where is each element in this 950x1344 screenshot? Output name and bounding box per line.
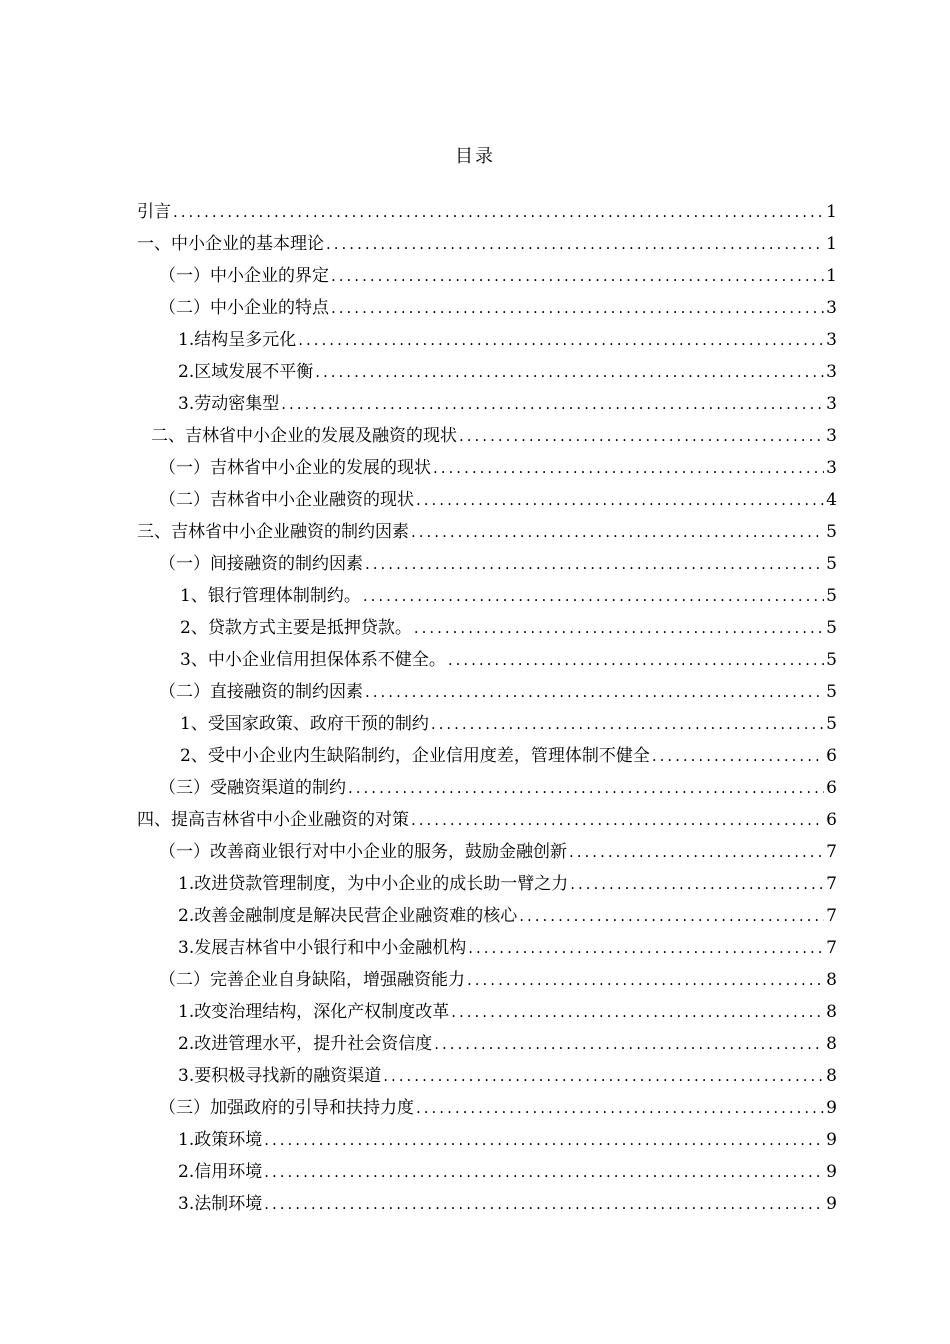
toc-entry[interactable]	[137, 1188, 837, 1220]
toc-entry[interactable]	[137, 740, 837, 772]
toc-entry[interactable]	[137, 388, 837, 420]
toc-page-number: 8	[826, 970, 837, 990]
toc-page-number: 7	[826, 842, 837, 862]
toc-entry[interactable]	[137, 1156, 837, 1188]
toc-leader-dots	[331, 292, 824, 324]
toc-page-number: 7	[826, 906, 837, 926]
toc-page-number: 3	[826, 330, 837, 350]
toc-leader-dots	[365, 548, 824, 580]
toc-entry-label: （二）直接融资的制约因素	[159, 682, 363, 702]
toc-page-number: 5	[826, 650, 837, 670]
toc-leader-dots	[383, 1060, 824, 1092]
toc-entry[interactable]	[137, 516, 837, 548]
toc-entry-label: （二）中小企业的特点	[159, 298, 329, 318]
toc-page-number: 8	[826, 1066, 837, 1086]
toc-page-number: 4	[826, 490, 837, 510]
toc-entry[interactable]	[137, 836, 837, 868]
table-of-contents	[137, 196, 837, 1220]
toc-leader-dots	[459, 420, 824, 452]
toc-entry[interactable]	[137, 612, 837, 644]
toc-entry[interactable]	[137, 1092, 837, 1124]
toc-leader-dots	[451, 996, 824, 1028]
toc-entry-label: （三）受融资渠道的制约	[159, 778, 346, 798]
toc-entry[interactable]	[137, 772, 837, 804]
toc-page-number: 9	[826, 1162, 837, 1182]
toc-entry[interactable]	[137, 804, 837, 836]
toc-leader-dots	[411, 516, 824, 548]
toc-entry-label: 1.结构呈多元化	[178, 330, 297, 350]
toc-leader-dots	[264, 1156, 824, 1188]
toc-leader-dots	[363, 580, 824, 612]
toc-entry-label: 2、贷款方式主要是抵押贷款。	[180, 618, 412, 638]
toc-entry[interactable]	[137, 900, 837, 932]
toc-entry[interactable]	[137, 708, 837, 740]
toc-entry-label: 1、受国家政策、政府干预的制约	[180, 714, 429, 734]
toc-leader-dots	[416, 484, 824, 516]
toc-entry-label: 2.区域发展不平衡	[178, 362, 314, 382]
toc-entry-label: 2.信用环境	[178, 1162, 263, 1182]
toc-entry[interactable]	[137, 420, 837, 452]
toc-page-number: 6	[826, 746, 837, 766]
toc-entry[interactable]	[137, 1060, 837, 1092]
toc-entry[interactable]	[137, 996, 837, 1028]
toc-entry-label: （一）改善商业银行对中小企业的服务，鼓励金融创新	[159, 842, 567, 862]
toc-leader-dots	[411, 804, 824, 836]
toc-entry[interactable]	[137, 964, 837, 996]
toc-page-number: 7	[826, 938, 837, 958]
toc-entry-label: （一）吉林省中小企业的发展的现状	[159, 458, 431, 478]
toc-entry[interactable]	[137, 356, 837, 388]
toc-entry-label: 引言	[137, 202, 171, 222]
toc-entry[interactable]	[137, 548, 837, 580]
toc-leader-dots	[264, 1124, 824, 1156]
toc-leader-dots	[431, 708, 824, 740]
toc-entry-label: 1.政策环境	[178, 1130, 263, 1150]
toc-page-number: 5	[826, 618, 837, 638]
toc-page-number: 9	[826, 1194, 837, 1214]
toc-page-number: 5	[826, 714, 837, 734]
toc-page-number: 3	[826, 458, 837, 478]
toc-entry-label: 2.改进管理水平，提升社会资信度	[178, 1034, 433, 1054]
toc-entry[interactable]	[137, 196, 837, 228]
toc-leader-dots	[264, 1188, 824, 1220]
toc-entry[interactable]	[137, 292, 837, 324]
toc-leader-dots	[519, 900, 824, 932]
toc-leader-dots	[569, 836, 824, 868]
toc-entry[interactable]	[137, 676, 837, 708]
toc-leader-dots	[298, 324, 824, 356]
toc-page-number: 8	[826, 1002, 837, 1022]
toc-leader-dots	[433, 452, 824, 484]
toc-entry-label: 1.改变治理结构，深化产权制度改革	[178, 1002, 450, 1022]
toc-page-number: 7	[826, 874, 837, 894]
toc-entry-label: 3.要积极寻找新的融资渠道	[178, 1066, 382, 1086]
toc-entry-label: （二）吉林省中小企业融资的现状	[159, 490, 414, 510]
toc-entry[interactable]	[137, 324, 837, 356]
toc-leader-dots	[416, 1092, 824, 1124]
toc-entry-label: 2.改善金融制度是解决民营企业融资难的核心	[178, 906, 518, 926]
toc-leader-dots	[570, 868, 824, 900]
toc-leader-dots	[348, 772, 824, 804]
toc-entry[interactable]	[137, 580, 837, 612]
toc-leader-dots	[652, 740, 824, 772]
toc-page-number: 3	[826, 298, 837, 318]
toc-leader-dots	[434, 1028, 824, 1060]
toc-entry-label: 2、受中小企业内生缺陷制约，企业信用度差，管理体制不健全	[180, 746, 650, 766]
toc-leader-dots	[331, 260, 824, 292]
toc-page-number: 1	[826, 202, 837, 222]
toc-leader-dots	[281, 388, 824, 420]
toc-entry[interactable]	[137, 932, 837, 964]
toc-leader-dots	[326, 228, 824, 260]
toc-page-number: 5	[826, 586, 837, 606]
toc-page-number: 8	[826, 1034, 837, 1054]
toc-entry-label: 1.改进贷款管理制度，为中小企业的成长助一臂之力	[178, 874, 569, 894]
toc-page-number: 6	[826, 810, 837, 830]
toc-page-number: 6	[826, 778, 837, 798]
toc-leader-dots	[365, 676, 824, 708]
toc-page-number: 3	[826, 362, 837, 382]
toc-page-number: 3	[826, 426, 837, 446]
toc-entry[interactable]	[137, 260, 837, 292]
toc-entry[interactable]	[137, 644, 837, 676]
toc-page-number: 3	[826, 394, 837, 414]
toc-page-number: 5	[826, 554, 837, 574]
toc-leader-dots	[468, 932, 824, 964]
toc-entry-label: 3.劳动密集型	[178, 394, 280, 414]
toc-entry-label: 3.法制环境	[178, 1194, 263, 1214]
toc-leader-dots	[414, 612, 824, 644]
toc-entry[interactable]	[137, 484, 837, 516]
toc-entry-label: 二、吉林省中小企业的发展及融资的现状	[151, 426, 457, 446]
toc-entry[interactable]	[137, 1028, 837, 1060]
toc-leader-dots	[315, 356, 824, 388]
toc-entry-label: （二）完善企业自身缺陷，增强融资能力	[159, 970, 465, 990]
toc-entry-label: 3.发展吉林省中小银行和中小金融机构	[178, 938, 467, 958]
toc-entry[interactable]	[137, 1124, 837, 1156]
toc-leader-dots	[448, 644, 824, 676]
toc-entry-label: （三）加强政府的引导和扶持力度	[159, 1098, 414, 1118]
toc-entry-label: （一）间接融资的制约因素	[159, 554, 363, 574]
toc-entry-label: 1、银行管理体制制约。	[180, 586, 361, 606]
toc-page-number: 5	[826, 682, 837, 702]
toc-page-number: 9	[826, 1098, 837, 1118]
toc-page-number: 1	[826, 234, 837, 254]
toc-entry-label: 四、提高吉林省中小企业融资的对策	[137, 810, 409, 830]
toc-entry-label: 一、中小企业的基本理论	[137, 234, 324, 254]
toc-leader-dots	[173, 196, 824, 228]
toc-page-number: 9	[826, 1130, 837, 1150]
toc-entry[interactable]	[137, 452, 837, 484]
toc-leader-dots	[467, 964, 824, 996]
toc-page-number: 1	[826, 266, 837, 286]
toc-entry[interactable]	[137, 228, 837, 260]
toc-entry[interactable]	[137, 868, 837, 900]
toc-page-number: 5	[826, 522, 837, 542]
toc-entry-label: 三、吉林省中小企业融资的制约因素	[137, 522, 409, 542]
toc-entry-label: 3、中小企业信用担保体系不健全。	[180, 650, 446, 670]
page-title: 目录	[455, 146, 495, 167]
toc-entry-label: （一）中小企业的界定	[159, 266, 329, 286]
